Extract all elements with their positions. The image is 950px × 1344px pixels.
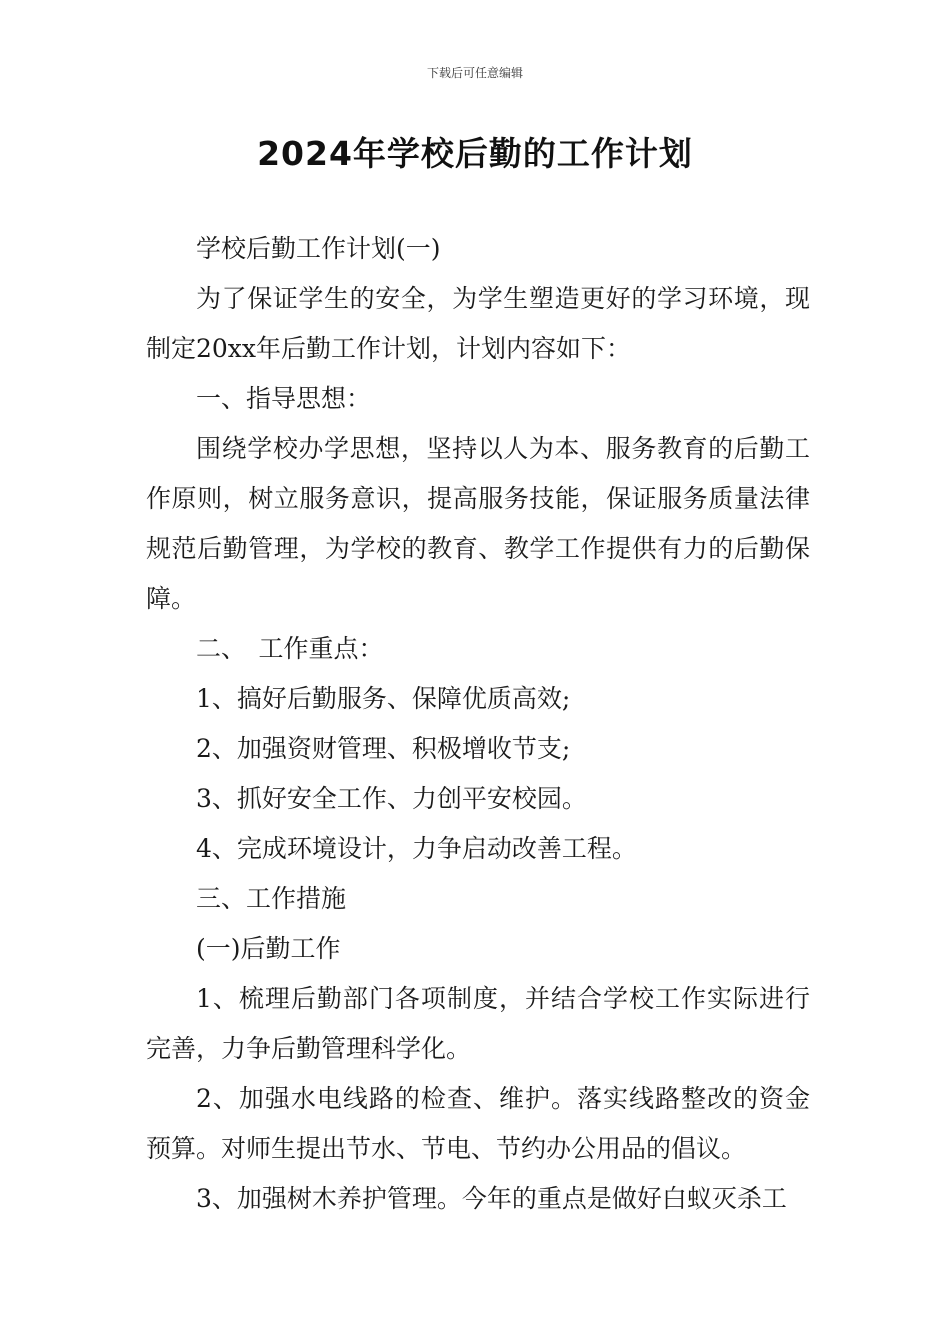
list-item: 4、完成环境设计，力争启动改善工程。	[196, 834, 637, 863]
document-body	[146, 224, 810, 1224]
section-heading: 学校后勤工作计划(一)	[196, 234, 441, 263]
section-heading: 三、工作措施	[196, 884, 347, 913]
list-item: 2、加强资财管理、积极增收节支;	[196, 734, 571, 763]
list-item: 3、加强树木养护管理。今年的重点是做好白蚁灭杀工	[196, 1184, 787, 1213]
section-heading: 二、 工作重点：	[196, 634, 384, 663]
intro-paragraph: 为了保证学生的安全，为学生塑造更好的学习环境，现制定20xx年后勤工作计划，计划内容如下：	[146, 284, 810, 363]
list-item: 1、梳理后勤部门各项制度，并结合学校工作实际进行完善，力争后勤管理科学化。	[146, 984, 810, 1063]
guiding-principle-paragraph: 围绕学校办学思想，坚持以人为本、服务教育的后勤工作原则，树立服务意识，提高服务技能，保证服务质量法律规范后勤管理，为学校的教育、教学工作提供有力的后勤保障。	[146, 434, 810, 613]
list-item: 3、抓好安全工作、力创平安校园。	[196, 784, 587, 813]
list-item: 2、加强水电线路的检查、维护。落实线路整改的资金预算。对师生提出节水、节电、节约办公用品的倡议。	[146, 1084, 810, 1163]
header-note: 下载后可任意编辑	[426, 66, 523, 80]
subsection-heading: (一)后勤工作	[196, 934, 341, 963]
list-item: 1、搞好后勤服务、保障优质高效;	[196, 684, 571, 713]
document-title: 2024年学校后勤的工作计划	[257, 134, 693, 173]
section-heading: 一、指导思想：	[196, 384, 372, 413]
